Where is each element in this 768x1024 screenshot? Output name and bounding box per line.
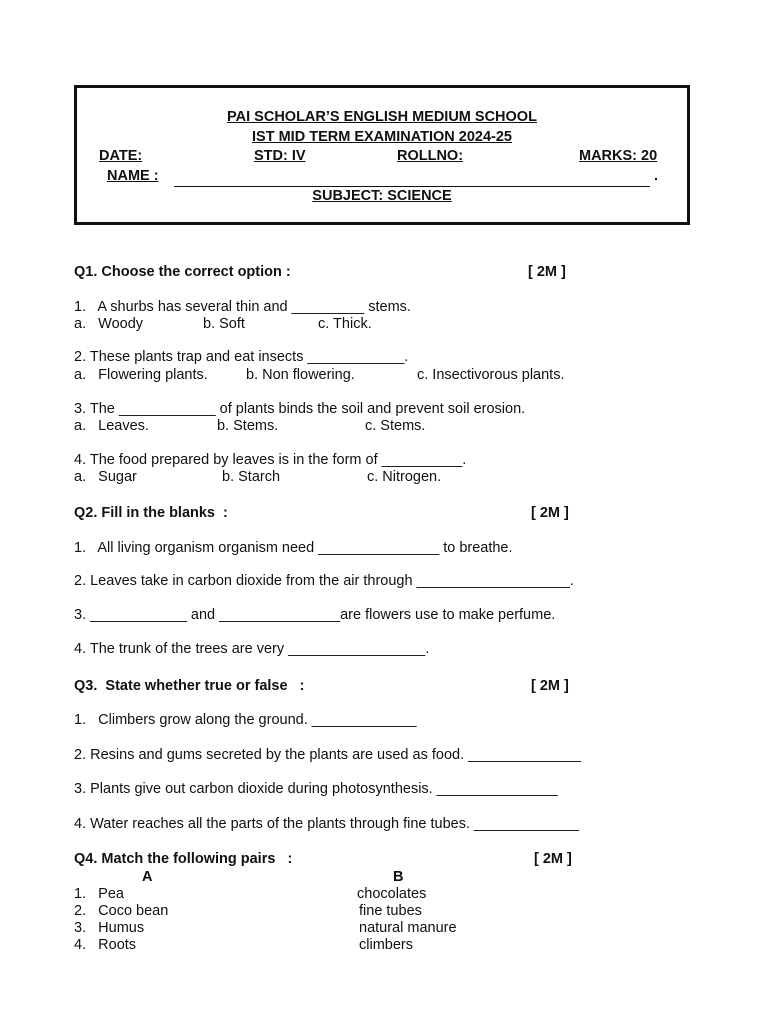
q4-marks: [ 2M ] [534,851,572,867]
q1-title: Q1. Choose the correct option : [74,264,291,280]
q4-b-item-2: fine tubes [359,903,422,919]
date-label: DATE: [99,148,143,164]
q2-title: Q2. Fill in the blanks : [74,505,228,521]
q1-question-3: 3. The ____________ of plants binds the soil and prevent soil erosion. [74,401,526,417]
q2-marks: [ 2M ] [531,505,569,521]
q1-option-4a: a. Sugar [74,469,137,485]
q3-marks: [ 2M ] [531,678,569,694]
q4-column-b-header: B [393,869,404,885]
q4-a-item-3: 3. Humus [74,920,145,936]
q3-item-3: 3. Plants give out carbon dioxide during photosynthesis. _______________ [74,781,558,797]
q4-b-item-3: natural manure [359,920,457,936]
exam-title: IST MID TERM EXAMINATION 2024-25 [252,129,512,145]
q1-option-1b: b. Soft [203,316,245,332]
name-line [174,186,650,187]
q1-option-2c: c. Insectivorous plants. [417,367,565,383]
q1-question-2: 2. These plants trap and eat insects ____________. [74,349,409,365]
q1-question-4: 4. The food prepared by leaves is in the form of __________. [74,452,467,468]
q2-item-3: 3. ____________ and _______________are flowers use to make perfume. [74,607,556,623]
q1-option-2b: b. Non flowering. [246,367,355,383]
q1-option-3a: a. Leaves. [74,418,149,434]
name-end-dot: . [654,168,659,184]
q3-title: Q3. State whether true or false : [74,678,305,694]
marks-label: MARKS: 20 [579,148,658,164]
q1-option-4b: b. Starch [222,469,281,485]
std-label: STD: IV [254,148,306,164]
q4-a-item-1: 1. Pea [74,886,124,902]
rollno-label: ROLLNO: [397,148,464,164]
q1-marks: [ 2M ] [528,264,566,280]
q4-title: Q4. Match the following pairs : [74,851,293,867]
name-label: NAME : [107,168,159,184]
q2-item-4: 4. The trunk of the trees are very _________________. [74,641,430,657]
q1-option-3c: c. Stems. [365,418,426,434]
q1-question-1: 1. A shurbs has several thin and _________ stems. [74,299,411,315]
q1-option-1c: c. Thick. [318,316,372,332]
q4-a-item-2: 2. Coco bean [74,903,169,919]
q1-option-2a: a. Flowering plants. [74,367,208,383]
q1-option-3b: b. Stems. [217,418,279,434]
school-name: PAI SCHOLAR’S ENGLISH MEDIUM SCHOOL [227,109,537,125]
q3-item-2: 2. Resins and gums secreted by the plants are used as food. ______________ [74,747,582,763]
q4-b-item-4: climbers [359,937,413,953]
q4-a-item-4: 4. Roots [74,937,137,953]
q3-item-4: 4. Water reaches all the parts of the plants through fine tubes. _____________ [74,816,579,832]
q1-option-1a: a. Woody [74,316,144,332]
q2-item-1: 1. All living organism organism need _______________ to breathe. [74,540,513,556]
subject-title: SUBJECT: SCIENCE [312,188,452,204]
q3-item-1: 1. Climbers grow along the ground. _____________ [74,712,417,728]
q4-column-a-header: A [142,869,153,885]
q1-option-4c: c. Nitrogen. [367,469,442,485]
q2-item-2: 2. Leaves take in carbon dioxide from the air through ___________________. [74,573,574,589]
q4-b-item-1: chocolates [357,886,427,902]
